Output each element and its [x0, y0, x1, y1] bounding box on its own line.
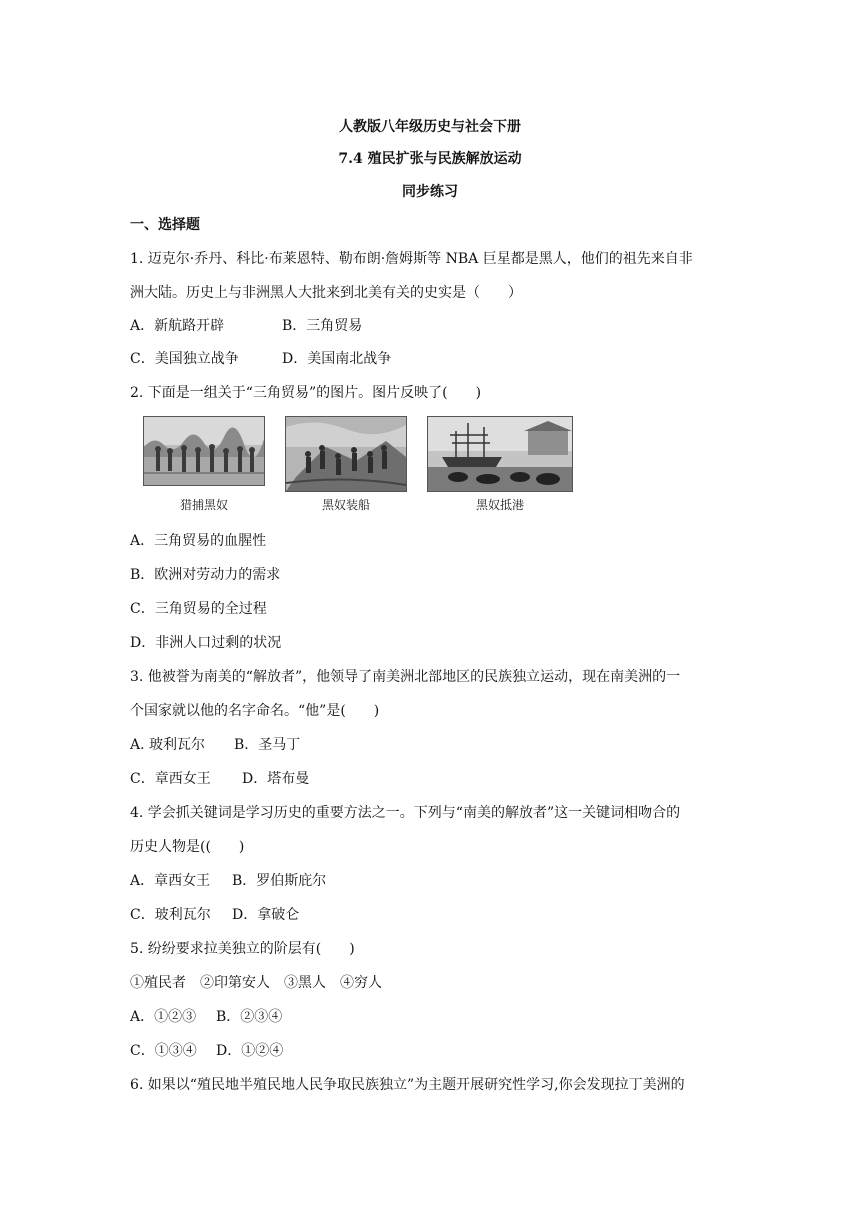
q5-options-row1	[130, 1006, 282, 1026]
q3-option-a: A. 玻利瓦尔	[130, 737, 206, 753]
q4-text-line2: 历史人物是(( )	[130, 839, 245, 855]
q2-option-b: B．欧洲对劳动力的需求	[130, 567, 281, 583]
caption-arriving-port: 黑奴抵港	[475, 498, 524, 512]
q2-text-line1: 2. 下面是一组关于“三角贸易”的图片。图片反映了( )	[130, 385, 482, 401]
q6-text-line1: 6. 如果以“殖民地半殖民地人民争取民族独立”为主题开展研究性学习,你会发现拉丁美洲的	[130, 1077, 685, 1093]
q3-option-d: D．塔布曼	[242, 771, 310, 787]
q3-text-line2: 个国家就以他的名字命名。“他”是( )	[130, 703, 380, 719]
q5-option-b: B．②③④	[216, 1009, 283, 1025]
q1-option-d: D．美国南北战争	[282, 351, 392, 367]
q4-option-d: D．拿破仑	[232, 907, 300, 923]
q3-text-line1: 3. 他被誉为南美的“解放者”，他领导了南美洲北部地区的民族独立运动，现在南美洲的一	[130, 669, 681, 685]
q5-text-line2: ①殖民者 ②印第安人 ③黑人 ④穷人	[130, 975, 382, 991]
q3-option-c: C．章西女王	[130, 771, 211, 787]
q4-text-line1: 4. 学会抓关键词是学习历史的重要方法之一。下列与“南美的解放者”这一关键词相吻合的	[130, 805, 681, 821]
lesson-title: 7.4 殖民扩张与民族解放运动	[338, 151, 522, 167]
q4-option-b: B．罗伯斯庇尔	[232, 873, 327, 889]
q2-option-c: C．三角贸易的全过程	[130, 601, 267, 617]
q4-options-row2	[130, 904, 299, 924]
q3-options-row1	[130, 734, 300, 754]
q1-option-c: C．美国独立战争	[130, 351, 239, 367]
q4-options-row1	[130, 870, 326, 890]
triangle-trade-images	[143, 416, 583, 516]
arriving-port-illustration	[427, 416, 573, 492]
q1-text-line1: 1. 迈克尔·乔丹、科比·布莱恩特、勒布朗·詹姆斯等 NBA 巨星都是黑人，他们的祖先来自非	[130, 251, 693, 267]
q1-options-row2	[130, 348, 391, 368]
q5-text-line1: 5. 纷纷要求拉美独立的阶层有( )	[130, 941, 355, 957]
q3-options-row2	[130, 768, 309, 788]
q5-options-row2	[130, 1040, 283, 1060]
subtitle: 同步练习	[402, 184, 458, 200]
book-title: 人教版八年级历史与社会下册	[339, 119, 521, 135]
q2-option-a: A．三角贸易的血腥性	[130, 533, 267, 549]
q5-option-c: C．①③④	[130, 1043, 197, 1059]
q1-text-line2: 洲大陆。历史上与非洲黑人大批来到北美有关的史实是（ ）	[130, 285, 522, 301]
loading-slaves-illustration	[285, 416, 407, 492]
q2-option-d: D．非洲人口过剩的状况	[130, 635, 282, 651]
q4-option-c: C．玻利瓦尔	[130, 907, 211, 923]
q1-option-a: A．新航路开辟	[130, 318, 225, 334]
caption-hunting-slaves: 猎捕黑奴	[179, 498, 228, 512]
q1-option-b: B．三角贸易	[282, 318, 363, 334]
q3-option-b: B．圣马丁	[234, 737, 301, 753]
caption-loading-slaves: 黑奴装船	[321, 498, 370, 512]
section-heading: 一、选择题	[130, 217, 200, 233]
q1-options-row1	[130, 315, 362, 335]
q5-option-d: D．①②④	[216, 1043, 284, 1059]
q4-option-a: A．章西女王	[130, 873, 211, 889]
hunting-slaves-illustration	[143, 416, 265, 486]
q5-option-a: A．①②③	[130, 1009, 197, 1025]
